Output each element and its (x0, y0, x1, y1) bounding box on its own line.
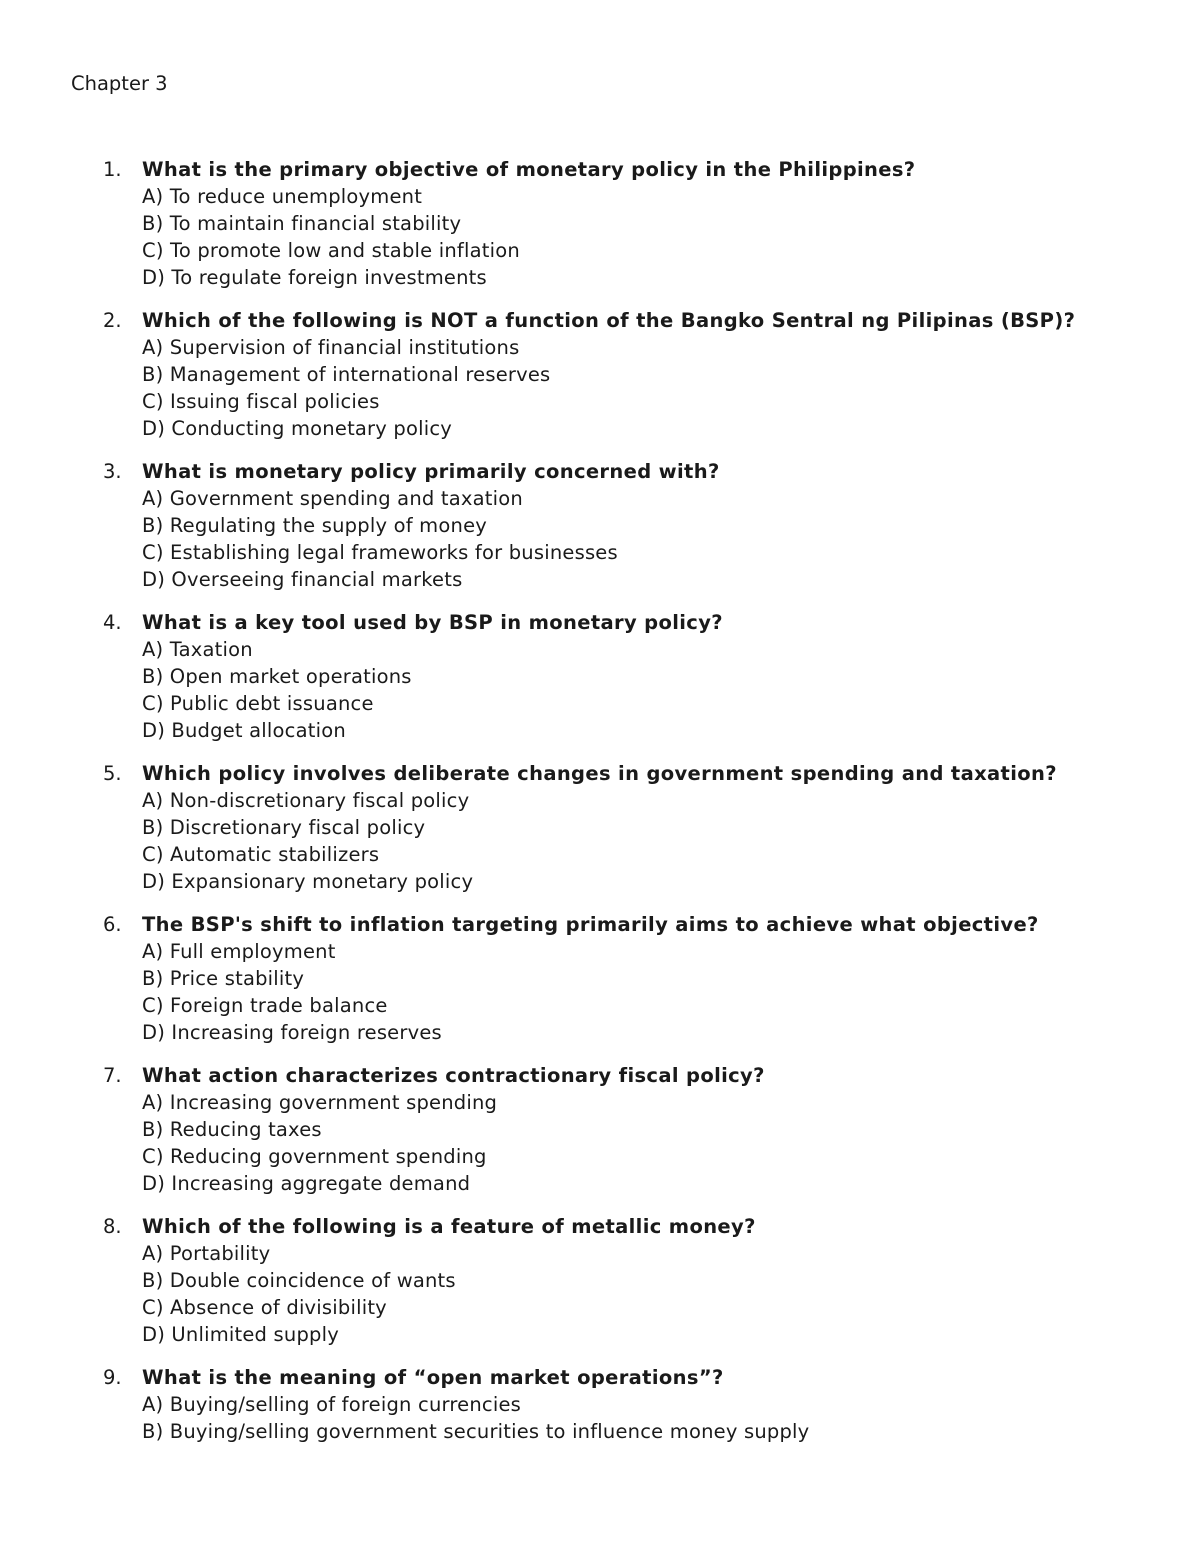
question-text: Which of the following is NOT a function of the Bangko Sentral ng Pilipinas (BSP)? (142, 309, 1076, 332)
option-c: C) Absence of divisibility (142, 1296, 387, 1319)
option-a: A) Taxation (142, 638, 253, 661)
question-8 (0, 1213, 1200, 1348)
option-a: A) Non-discretionary fiscal policy (142, 789, 470, 812)
option-c: C) Public debt issuance (142, 692, 374, 715)
option-a: A) Government spending and taxation (142, 487, 523, 510)
option-list (142, 787, 1142, 895)
option-a: A) Portability (142, 1242, 271, 1265)
option-c: C) Automatic stabilizers (142, 843, 380, 866)
question-6 (0, 911, 1200, 1046)
option-d: D) Unlimited supply (142, 1323, 339, 1346)
option-b: B) Price stability (142, 967, 305, 990)
option-list (142, 1240, 1142, 1348)
option-b: B) Discretionary fiscal policy (142, 816, 426, 839)
question-number: 7. (103, 1064, 122, 1087)
question-text: What action characterizes contractionary fiscal policy? (142, 1064, 765, 1087)
question-body (142, 458, 1142, 593)
question-2 (0, 307, 1200, 442)
option-c: C) Foreign trade balance (142, 994, 388, 1017)
option-d: D) To regulate foreign investments (142, 266, 487, 289)
question-4 (0, 609, 1200, 744)
option-b: B) Management of international reserves (142, 363, 551, 386)
question-number: 1. (103, 158, 122, 181)
option-b: B) Regulating the supply of money (142, 514, 488, 537)
question-5 (0, 760, 1200, 895)
question-text: Which of the following is a feature of metallic money? (142, 1215, 756, 1238)
question-number: 8. (103, 1215, 122, 1238)
question-text: What is monetary policy primarily concerned with? (142, 460, 720, 483)
option-list (142, 938, 1142, 1046)
question-number: 3. (103, 460, 122, 483)
question-number: 5. (103, 762, 122, 785)
option-d: D) Increasing aggregate demand (142, 1172, 471, 1195)
chapter-title: Chapter 3 (71, 72, 168, 95)
option-b: B) Double coincidence of wants (142, 1269, 456, 1292)
option-a: A) Supervision of financial institutions (142, 336, 520, 359)
question-1 (0, 156, 1200, 291)
question-7 (0, 1062, 1200, 1197)
question-3 (0, 458, 1200, 593)
question-body (142, 1213, 1142, 1348)
question-list (0, 156, 1200, 1461)
question-body (142, 1062, 1142, 1197)
question-number: 9. (103, 1366, 122, 1389)
question-number: 4. (103, 611, 122, 634)
question-text: The BSP's shift to inflation targeting primarily aims to achieve what objective? (142, 913, 1039, 936)
option-b: B) Buying/selling government securities to influence money supply (142, 1420, 810, 1443)
question-text: What is the meaning of “open market operations”? (142, 1366, 724, 1389)
question-number: 2. (103, 309, 122, 332)
option-d: D) Overseeing financial markets (142, 568, 463, 591)
option-b: B) Reducing taxes (142, 1118, 322, 1141)
option-a: A) Increasing government spending (142, 1091, 498, 1114)
question-text: What is a key tool used by BSP in monetary policy? (142, 611, 723, 634)
option-d: D) Increasing foreign reserves (142, 1021, 442, 1044)
option-b: B) Open market operations (142, 665, 412, 688)
option-d: D) Conducting monetary policy (142, 417, 453, 440)
question-number: 6. (103, 913, 122, 936)
question-9 (0, 1364, 1200, 1445)
option-c: C) Establishing legal frameworks for businesses (142, 541, 618, 564)
option-a: A) Full employment (142, 940, 336, 963)
option-list (142, 636, 1142, 744)
option-list (142, 183, 1142, 291)
option-list (142, 1391, 1142, 1445)
option-a: A) To reduce unemployment (142, 185, 423, 208)
option-b: B) To maintain financial stability (142, 212, 462, 235)
option-list (142, 1089, 1142, 1197)
question-body (142, 911, 1142, 1046)
option-d: D) Expansionary monetary policy (142, 870, 474, 893)
question-text: Which policy involves deliberate changes in government spending and taxation? (142, 762, 1057, 785)
option-list (142, 485, 1142, 593)
question-body (142, 609, 1142, 744)
question-body (142, 307, 1142, 442)
option-c: C) Issuing fiscal policies (142, 390, 380, 413)
question-body (142, 156, 1142, 291)
question-body (142, 760, 1142, 895)
option-list (142, 334, 1142, 442)
question-body (142, 1364, 1142, 1445)
question-text: What is the primary objective of monetary policy in the Philippines? (142, 158, 916, 181)
option-a: A) Buying/selling of foreign currencies (142, 1393, 522, 1416)
option-d: D) Budget allocation (142, 719, 346, 742)
option-c: C) To promote low and stable inflation (142, 239, 520, 262)
option-c: C) Reducing government spending (142, 1145, 487, 1168)
